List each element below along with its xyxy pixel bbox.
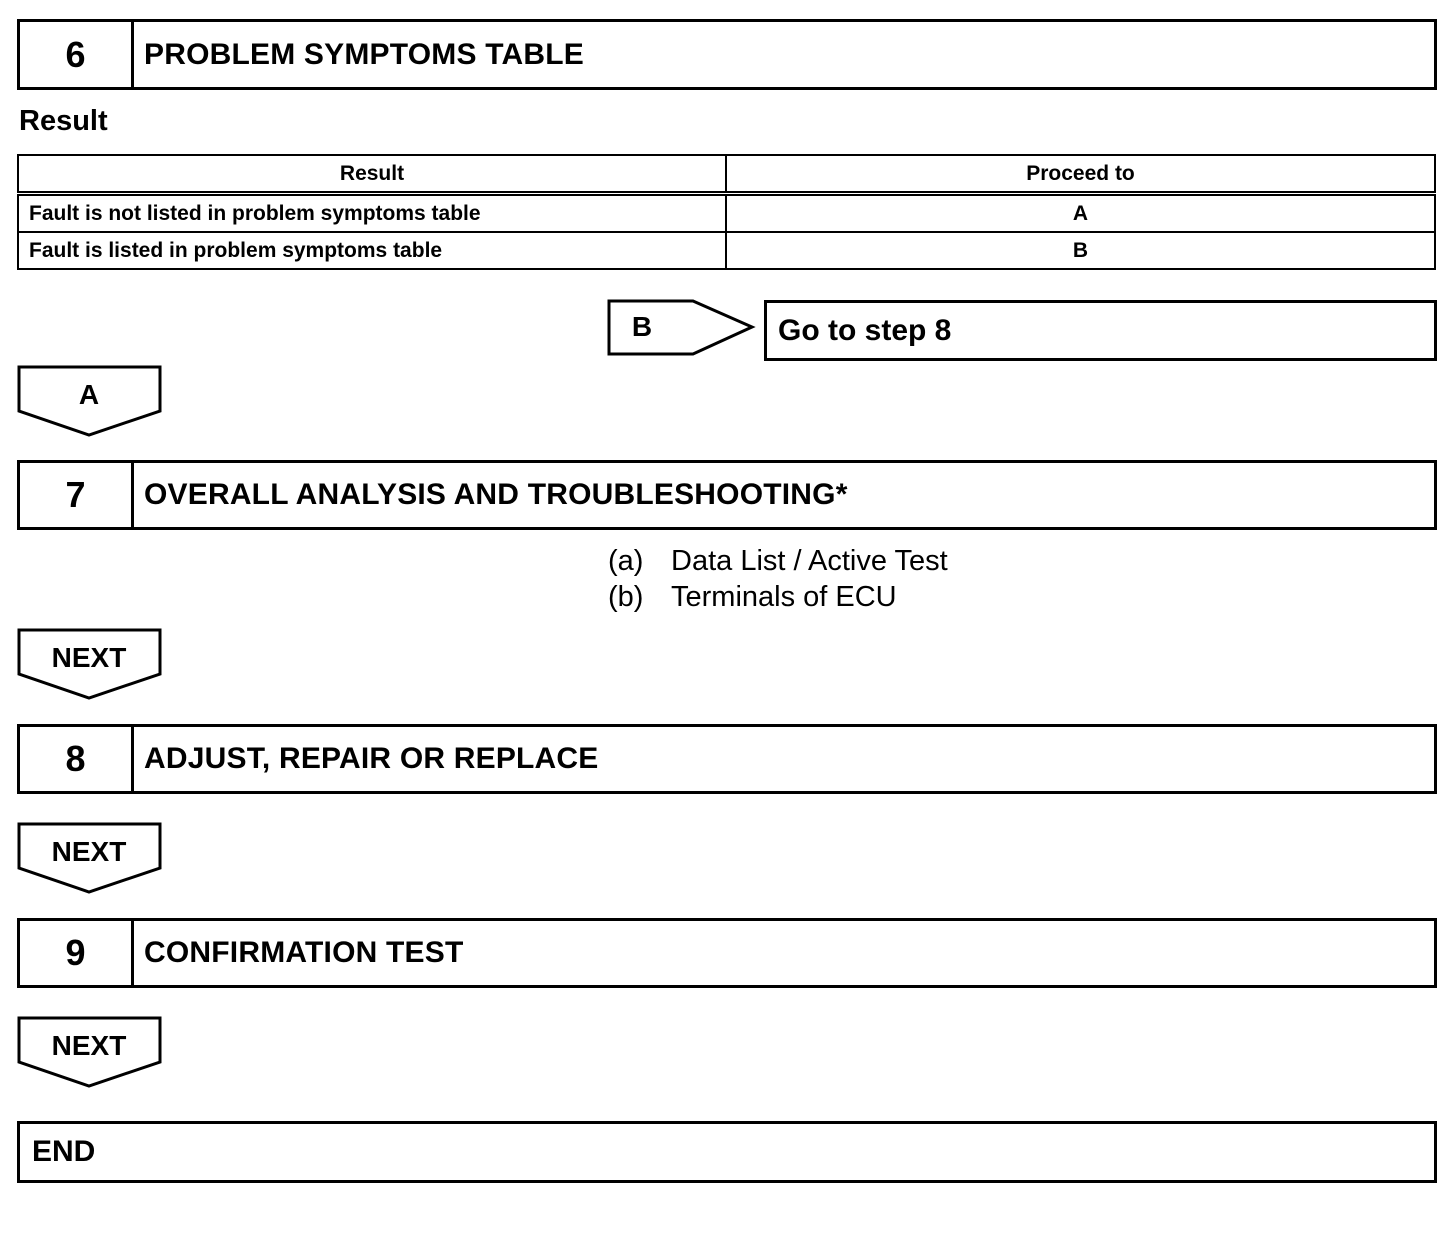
step-number: 8 <box>20 727 134 791</box>
result-table <box>17 154 1436 270</box>
table-row <box>18 232 1435 269</box>
step-6-header <box>17 19 1437 90</box>
goto-step-8[interactable]: Go to step 8 <box>764 300 1437 361</box>
table-row <box>18 194 1435 233</box>
step-title: ADJUST, REPAIR OR REPLACE <box>144 742 599 775</box>
item-text: Data List / Active Test <box>671 545 948 577</box>
step-title: OVERALL ANALYSIS AND TROUBLESHOOTING* <box>144 478 848 511</box>
proceed-cell: A <box>726 194 1435 233</box>
item-text: Terminals of ECU <box>671 581 897 613</box>
step-9-header <box>17 918 1437 988</box>
result-cell: Fault is listed in problem symptoms table <box>18 232 726 269</box>
result-cell: Fault is not listed in problem symptoms table <box>18 194 726 233</box>
result-heading: Result <box>19 105 108 137</box>
step-title: CONFIRMATION TEST <box>144 936 464 969</box>
step-number: 6 <box>20 22 134 87</box>
step-7-header <box>17 460 1437 530</box>
next-label: NEXT <box>51 1030 127 1061</box>
branch-b-label: B <box>631 311 653 342</box>
item-label: (b) <box>608 581 644 613</box>
column-header-proceed: Proceed to <box>726 155 1435 194</box>
step-number: 9 <box>20 921 134 985</box>
step-8-header <box>17 724 1437 794</box>
column-header-result: Result <box>18 155 726 194</box>
branch-a-label: A <box>78 379 100 410</box>
step-number: 7 <box>20 463 134 527</box>
next-label: NEXT <box>51 836 127 867</box>
step-7-item <box>608 545 948 578</box>
proceed-cell: B <box>726 232 1435 269</box>
item-label: (a) <box>608 545 644 577</box>
next-label: NEXT <box>51 642 127 673</box>
end-box: END <box>17 1121 1437 1183</box>
step-title: PROBLEM SYMPTOMS TABLE <box>144 37 584 71</box>
step-7-item <box>608 581 897 614</box>
